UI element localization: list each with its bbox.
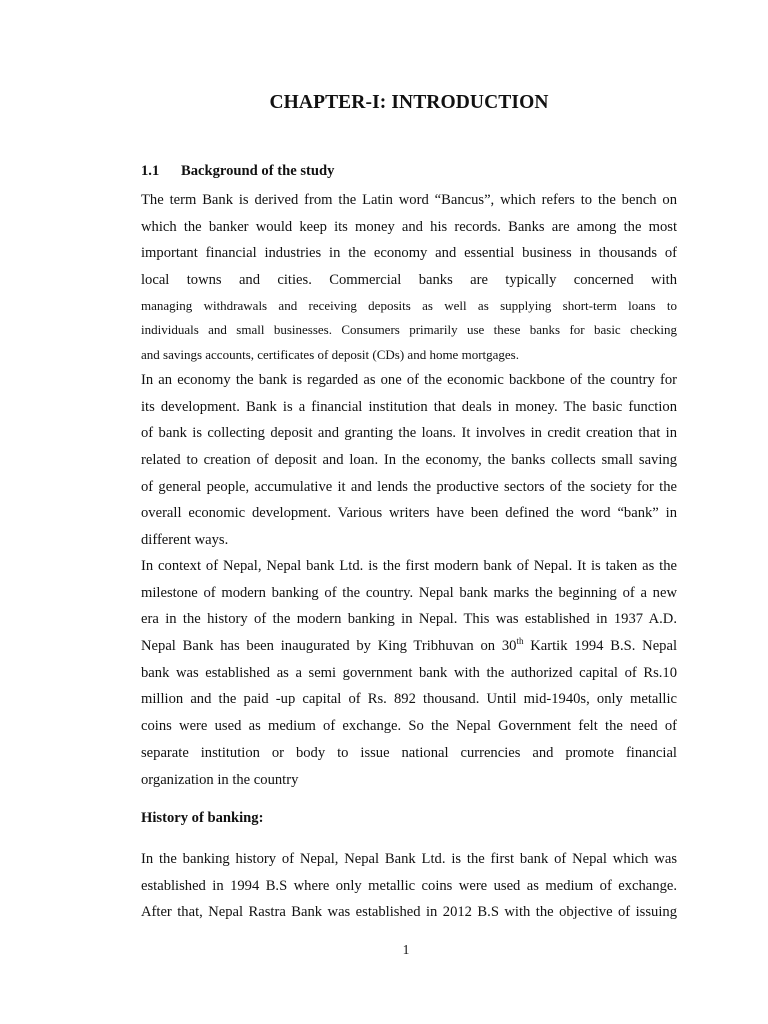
text-line: individuals and small businesses. Consumers primarily use these banks for basic checking: [141, 322, 677, 338]
text-line: After that, Nepal Rastra Bank was established in 2012 B.S with the objective of issuing: [141, 904, 677, 921]
text-line: of general people, accumulative it and lends the productive sectors of the society for the: [141, 478, 677, 495]
paragraph-4: [141, 846, 677, 926]
text-span: Nepal Bank has been inaugurated by King Tribhuvan on 30: [141, 638, 517, 655]
text-line: different ways.: [141, 532, 229, 549]
text-line: In context of Nepal, Nepal bank Ltd. is the first modern bank of Nepal. It is taken as the: [141, 558, 677, 574]
text-line: The term Bank is derived from the Latin word “Bancus”, which refers to the bench on: [141, 192, 677, 208]
text-line: coins were used as medium of exchange. So the Nepal Government felt the need of: [141, 718, 677, 735]
paragraph-3: [141, 553, 677, 793]
text-line: its development. Bank is a financial institution that deals in money. The basic function: [141, 398, 677, 415]
text-line: managing withdrawals and receiving deposits as well as supplying short-term loans to: [141, 297, 677, 313]
subheading-history: History of banking:: [141, 810, 264, 826]
text-line: local towns and cities. Commercial banks are typically concerned with: [141, 272, 677, 289]
section-heading: [141, 163, 334, 180]
paragraph-2: [141, 367, 677, 554]
text-line: of bank is collecting deposit and granting the loans. It involves in credit creation that in: [141, 425, 677, 442]
text-line: separate institution or body to issue national currencies and promote financial: [141, 744, 677, 761]
section-number: 1.1: [141, 163, 160, 179]
text-line: established in 1994 B.S where only metallic coins were used as medium of exchange.: [141, 877, 677, 894]
section-title: Background of the study: [181, 163, 335, 179]
text-span: Kartik 1994 B.S. Nepal: [523, 638, 678, 655]
text-line: organization in the country: [141, 771, 299, 788]
text-line: and savings accounts, certificates of deposit (CDs) and home mortgages.: [141, 346, 519, 362]
page-number: 1: [402, 942, 410, 957]
text-line: In an economy the bank is regarded as one of the economic backbone of the country for: [141, 372, 677, 388]
text-line: important financial industries in the economy and essential business in thousands of: [141, 245, 677, 262]
text-line: era in the history of the modern banking in Nepal. This was established in 1937 A.D.: [141, 611, 677, 628]
ordinal-superscript: th: [516, 636, 524, 647]
text-line: related to creation of deposit and loan. In the economy, the banks collects small saving: [141, 452, 677, 469]
text-line: milestone of modern banking of the country. Nepal bank marks the beginning of a new: [141, 584, 677, 601]
paragraph-1: [141, 187, 677, 367]
text-line: million and the paid -up capital of Rs. 892 thousand. Until mid-1940s, only metallic: [141, 691, 677, 708]
chapter-title: CHAPTER-I: INTRODUCTION: [269, 92, 549, 113]
text-line: overall economic development. Various writers have been defined the word “bank” in: [141, 505, 677, 522]
text-line: which the banker would keep its money and his records. Banks are among the most: [141, 218, 677, 235]
text-line: In the banking history of Nepal, Nepal Bank Ltd. is the first bank of Nepal which was: [141, 851, 677, 867]
text-line: [141, 633, 677, 660]
text-line: bank was established as a semi government bank with the authorized capital of Rs.10: [141, 664, 677, 681]
